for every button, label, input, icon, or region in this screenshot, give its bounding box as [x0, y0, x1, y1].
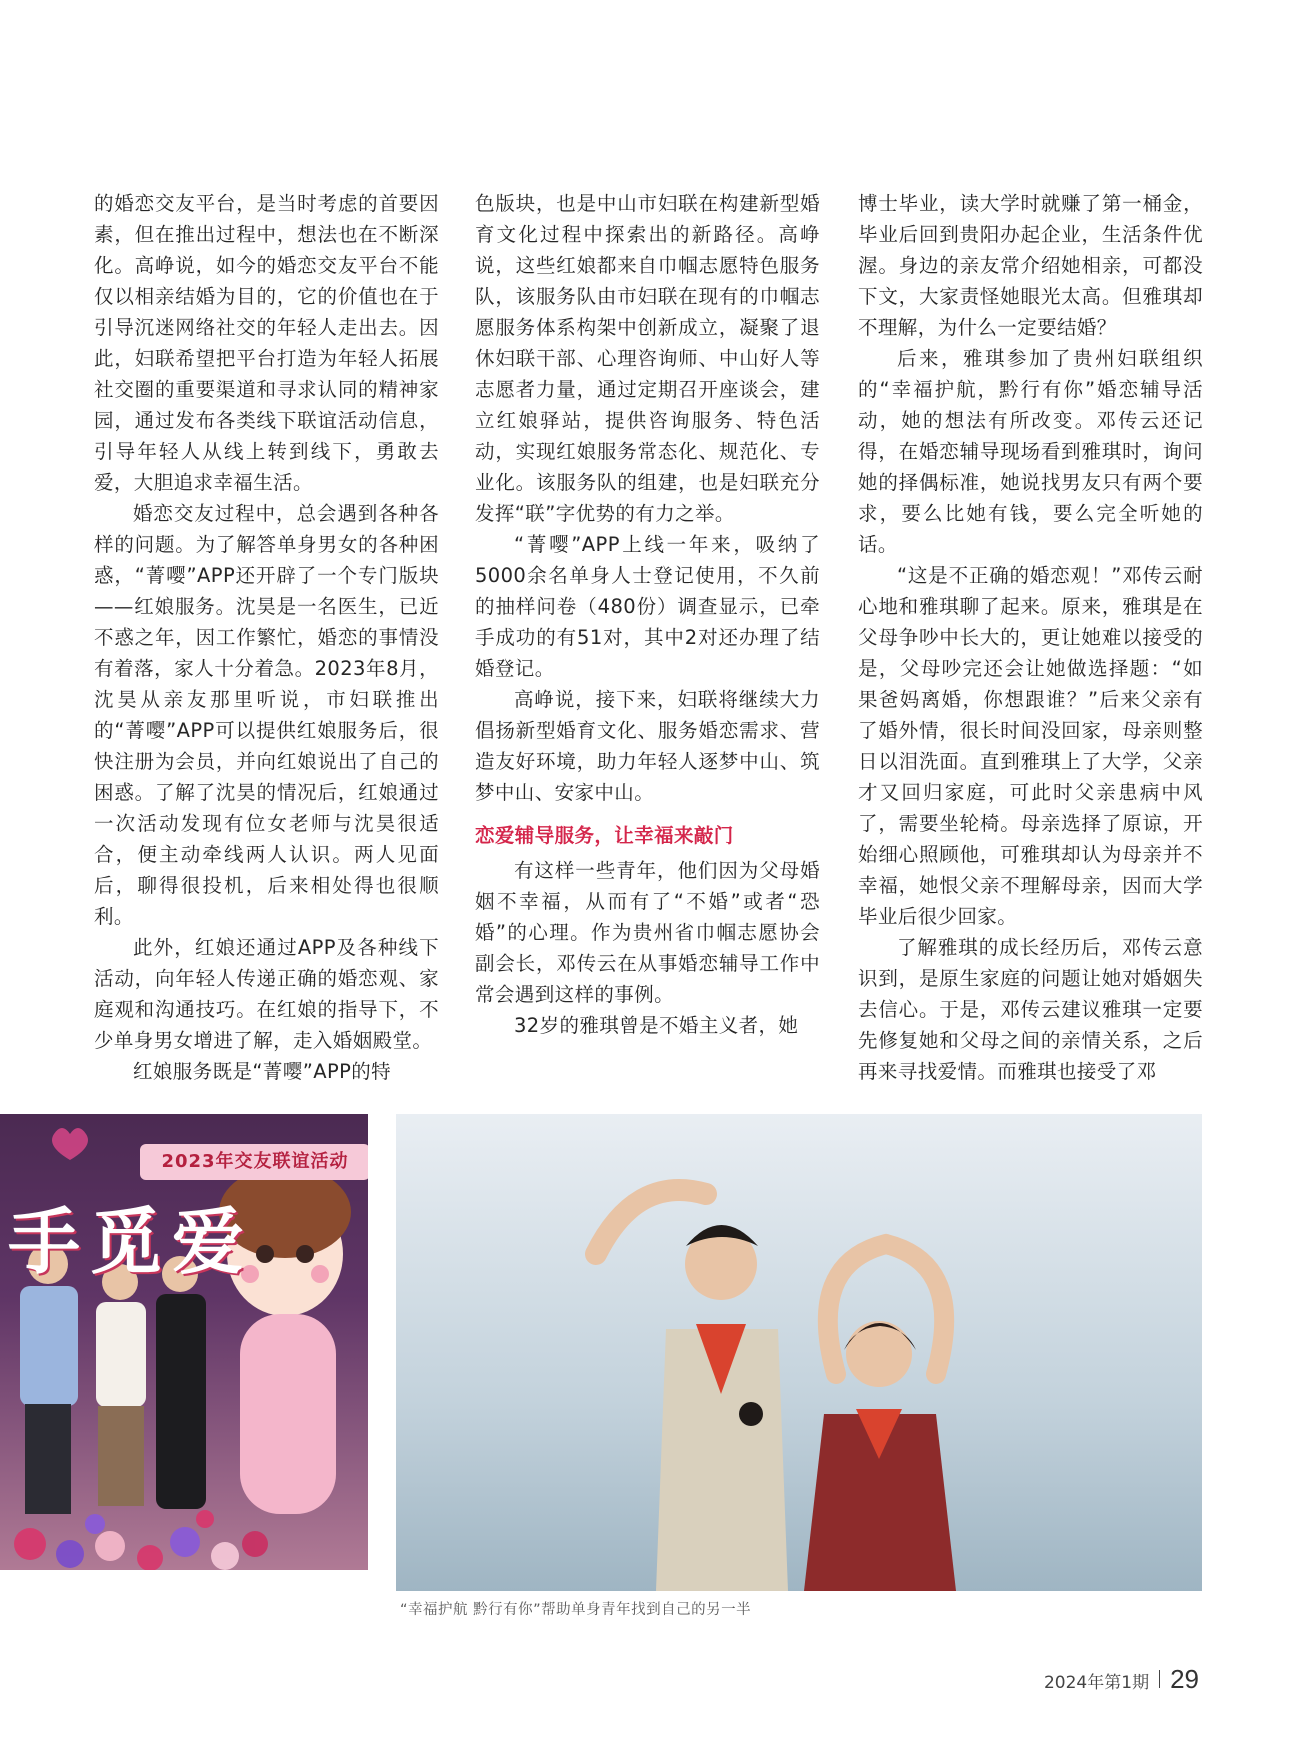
- event-backdrop-text: 手觅爱: [8, 1199, 255, 1284]
- article-column-3: [858, 188, 1203, 1087]
- article-column-2: [475, 188, 820, 1041]
- section-heading: 恋爱辅导服务，让幸福来敲门: [475, 824, 734, 847]
- paragraph: 红娘服务既是“菁嘤”APP的特: [133, 1060, 392, 1083]
- page-number: 29: [1170, 1664, 1199, 1694]
- paragraph: 此外，红娘还通过APP及各种线下活动，向年轻人传递正确的婚恋观、家庭观和沟通技巧。在红娘的指导下，不少单身男女增进了解，走入婚姻殿堂。: [94, 936, 439, 1052]
- paragraph: 高峥说，接下来，妇联将继续大力倡扬新型婚育文化、服务婚恋需求、营造友好环境，助力年轻人逐梦中山、筑梦中山、安家中山。: [475, 688, 820, 804]
- paragraph: “菁嘤”APP上线一年来，吸纳了5000余名单身人士登记使用，不久前的抽样问卷（480份）调查显示，已牵手成功的有51对，其中2对还办理了结婚登记。: [475, 533, 820, 680]
- paragraph: 博士毕业，读大学时就赚了第一桶金，毕业后回到贵阳办起企业，生活条件优渥。身边的亲友常介绍她相亲，可都没下文，大家责怪她眼光太高。但雅琪却不理解，为什么一定要结婚？: [858, 192, 1203, 339]
- issue-label: 2024年第1期: [1043, 1673, 1150, 1693]
- paragraph: 32岁的雅琪曾是不婚主义者，她: [514, 1014, 799, 1037]
- couple-photo: [396, 1114, 1202, 1591]
- paragraph: 的婚恋交友平台，是当时考虑的首要因素，但在推出过程中，想法也在不断深化。高峥说，如今的婚恋交友平台不能仅以相亲结婚为目的，它的价值也在于引导沉迷网络社交的年轻人走出去。因此，妇联希望把平台打造为年轻人拓展社交圈的重要渠道和寻求认同的精神家园，通过发布各类线下联谊活动信息，引导年轻人从线上转到线下，勇敢去爱，大胆追求幸福生活。: [94, 192, 439, 494]
- divider: [1159, 1670, 1160, 1688]
- paragraph: 有这样一些青年，他们因为父母婚姻不幸福，从而有了“不婚”或者“恐婚”的心理。作为贵州省巾帼志愿协会副会长，邓传云在从事婚恋辅导工作中常会遇到这样的事例。: [475, 859, 820, 1006]
- photo-caption: “幸福护航 黔行有你”帮助单身青年找到自己的另一半: [400, 1602, 752, 1618]
- event-banner: 2023年交友联谊活动: [140, 1144, 368, 1180]
- paragraph: 了解雅琪的成长经历后，邓传云意识到，是原生家庭的问题让她对婚姻失去信心。于是，邓传云建议雅琪一定要先修复她和父母之间的亲情关系，之后再来寻找爱情。而雅琪也接受了邓: [858, 936, 1203, 1083]
- article-column-1: [94, 188, 439, 1087]
- paragraph: 婚恋交友过程中，总会遇到各种各样的问题。为了解答单身男女的各种困惑，“菁嘤”APP还开辟了一个专门版块——红娘服务。沈昊是一名医生，已近不惑之年，因工作繁忙，婚恋的事情没有着落，家人十分着急。2023年8月，沈昊从亲友那里听说，市妇联推出的“菁嘤”APP可以提供红娘服务后，很快注册为会员，并向红娘说出了自己的困惑。了解了沈昊的情况后，红娘通过一次活动发现有位女老师与沈昊很适合，便主动牵线两人认识。两人见面后，聊得很投机，后来相处得也很顺利。: [94, 502, 439, 928]
- couple-illustration: [396, 1114, 1202, 1591]
- paragraph: 后来，雅琪参加了贵州妇联组织的“幸福护航，黔行有你”婚恋辅导活动，她的想法有所改变。邓传云还记得，在婚恋辅导现场看到雅琪时，询问她的择偶标准，她说找男友只有两个要求，要么比她有钱，要么完全听她的话。: [858, 347, 1203, 556]
- paragraph: 色版块，也是中山市妇联在构建新型婚育文化过程中探索出的新路径。高峥说，这些红娘都来自巾帼志愿特色服务队，该服务队由市妇联在现有的巾帼志愿服务体系构架中创新成立，凝聚了退休妇联干部、心理咨询师、中山好人等志愿者力量，通过定期召开座谈会，建立红娘驿站，提供咨询服务、特色活动，实现红娘服务常态化、规范化、专业化。该服务队的组建，也是妇联充分发挥“联”字优势的有力之举。: [475, 192, 820, 525]
- event-scene-illustration: [0, 1114, 368, 1570]
- page-footer: [1044, 1664, 1199, 1695]
- paragraph: “这是不正确的婚恋观！”邓传云耐心地和雅琪聊了起来。原来，雅琪是在父母争吵中长大的，更让她难以接受的是，父母吵完还会让她做选择题：“如果爸妈离婚，你想跟谁？”后来父亲有了婚外情，很长时间没回家，母亲则整日以泪洗面。直到雅琪上了大学，父亲才又回归家庭，可此时父亲患病中风了，需要坐轮椅。母亲选择了原谅，开始细心照顾他，可雅琪却认为母亲并不幸福，她恨父亲不理解母亲，因而大学毕业后很少回家。: [858, 564, 1203, 928]
- event-photo: [0, 1114, 368, 1570]
